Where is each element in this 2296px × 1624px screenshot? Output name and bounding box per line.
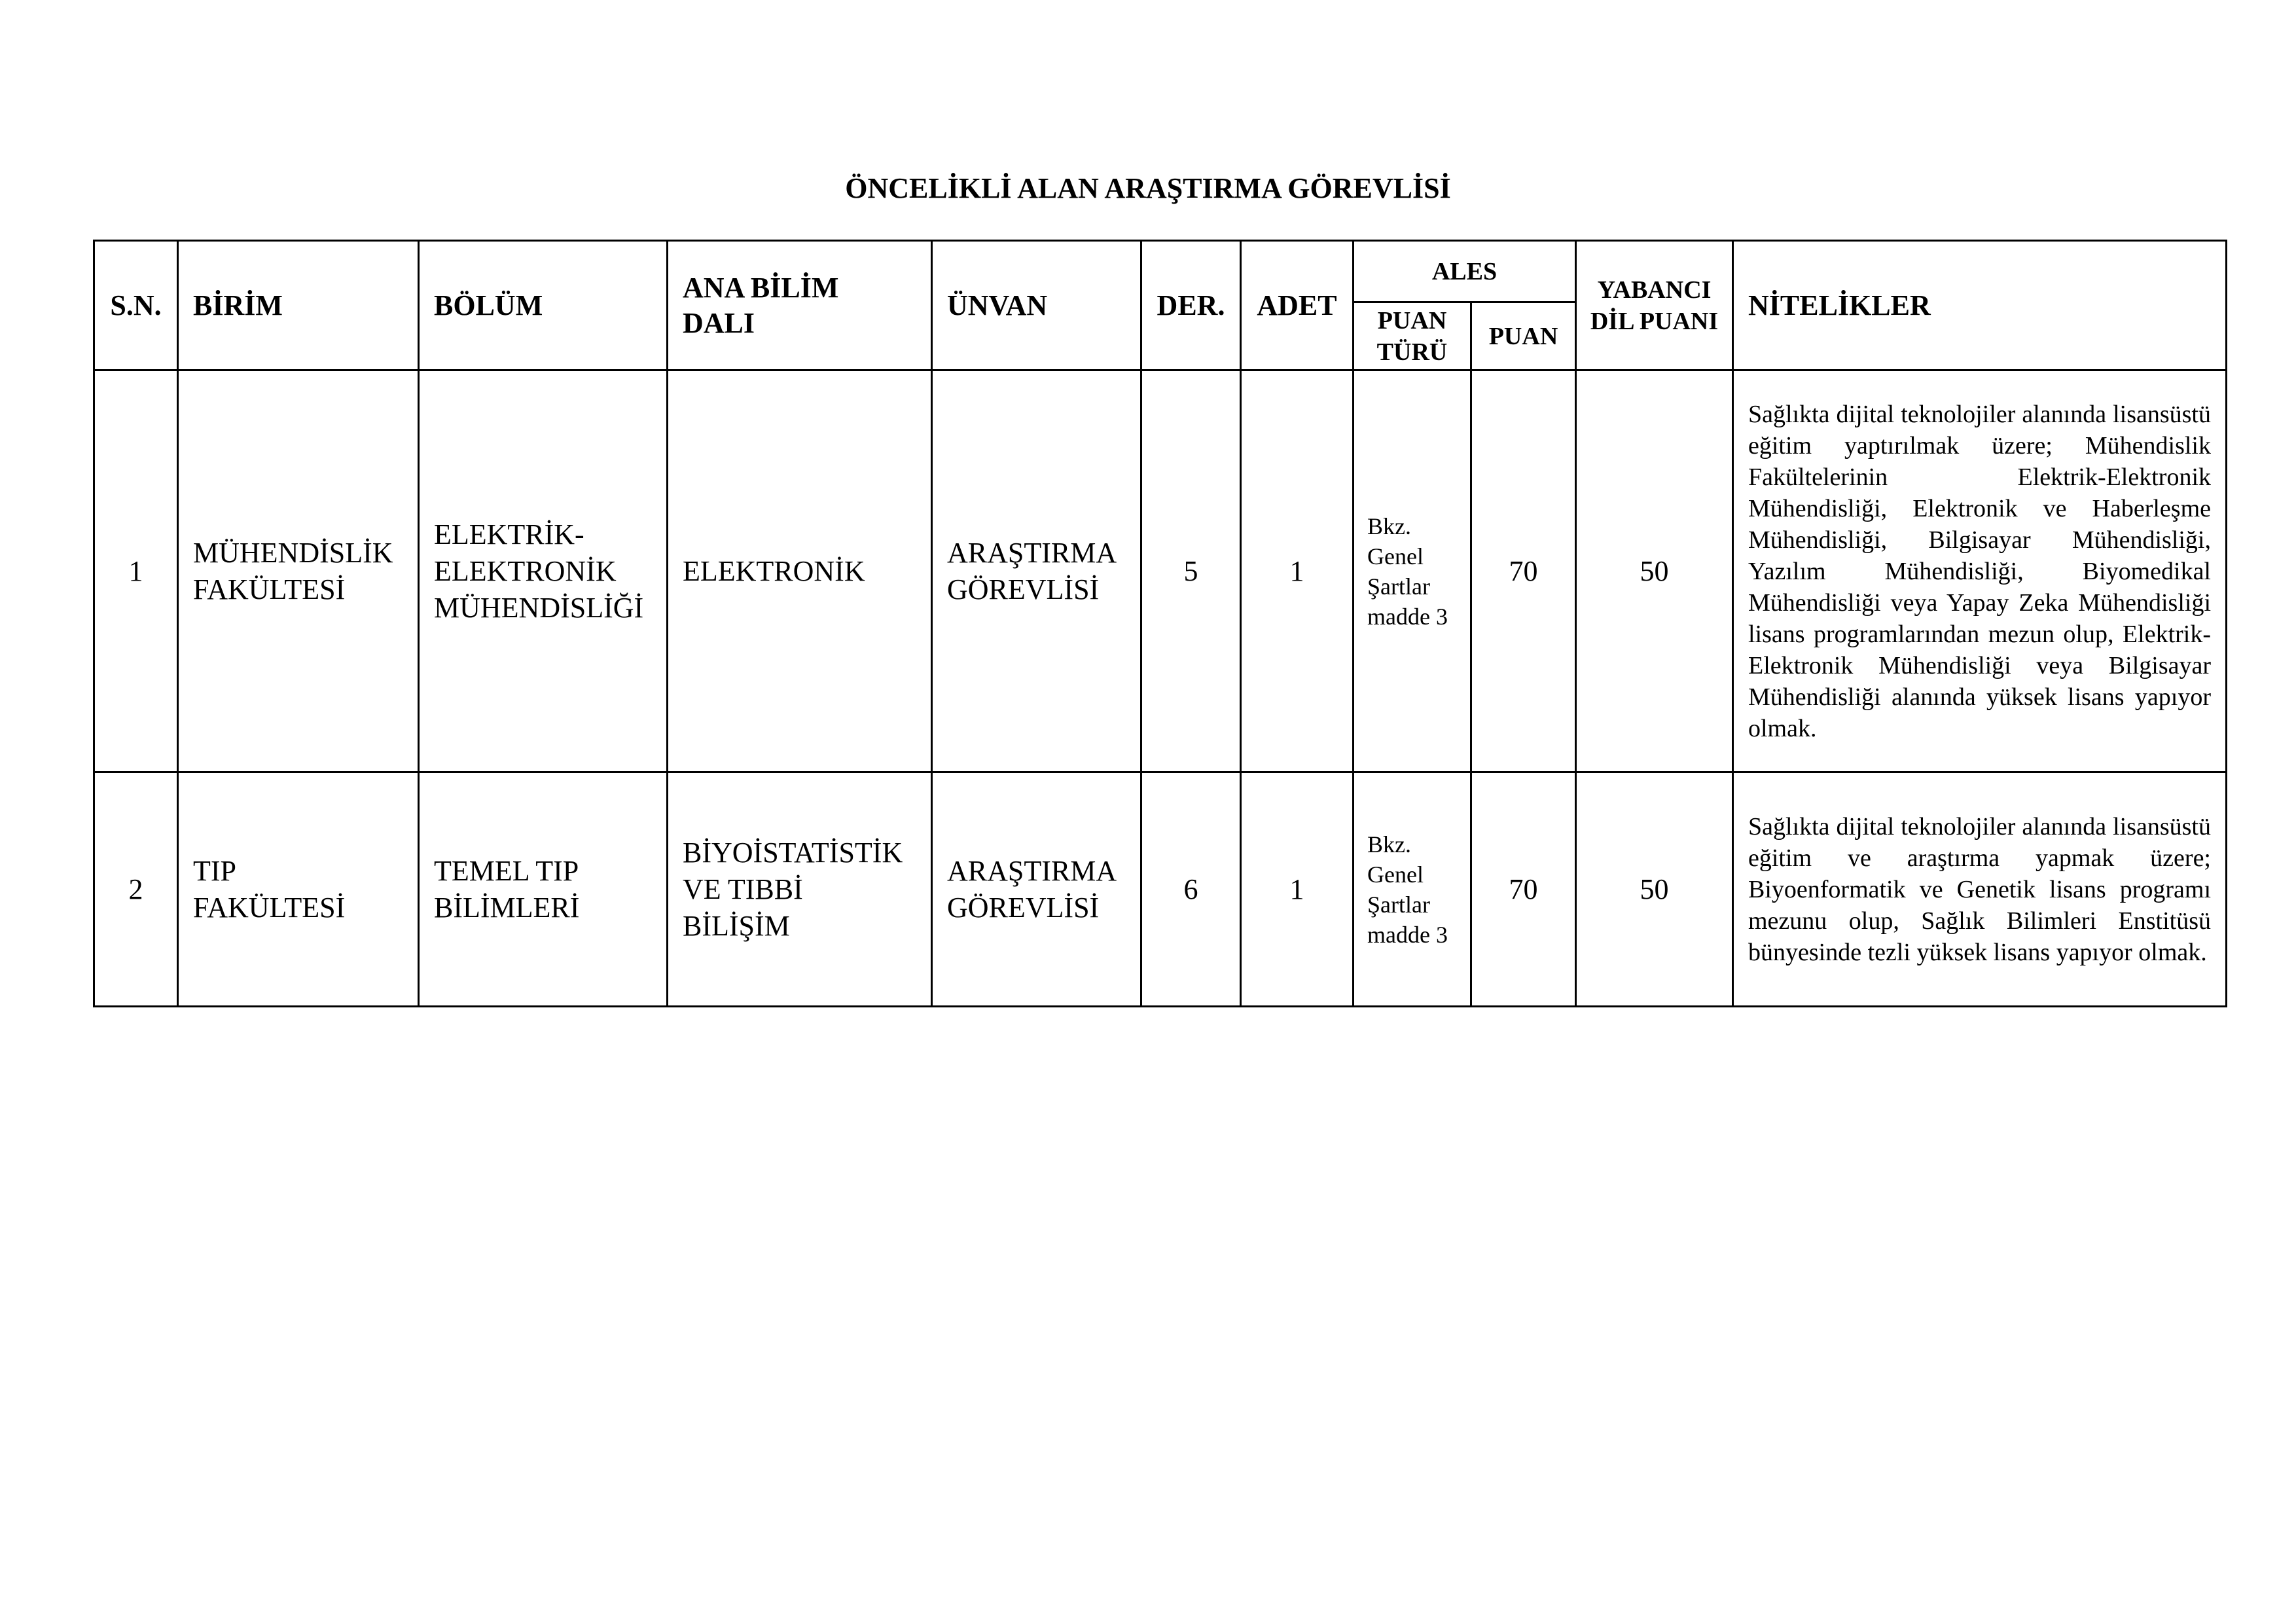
header-puan-turu: PUAN TÜRÜ <box>1354 302 1471 370</box>
cell-line: FAKÜLTESİ <box>193 573 346 605</box>
header-ana-bilim-dali: ANA BİLİM DALI <box>668 241 932 370</box>
cell-puan-turu <box>1354 370 1471 772</box>
cell-line: BİLİŞİM <box>683 909 790 942</box>
cell-line: ELEKTRONİK <box>434 554 617 587</box>
cell-line: BİLİMLERİ <box>434 891 580 924</box>
cell-line: ARAŞTIRMA <box>947 854 1117 887</box>
cell-nitelikler: Sağlıkta dijital teknolojiler alanında lisansüstü eğitim ve araştırma yapmak üzere; Biyoenformatik ve Genetik lisans programı mezunu olup, Sağlık Bilimleri Enstitüsü bünyesinde tezli yüksek lisans yapıyor olmak. <box>1733 772 2227 1007</box>
cell-line: TIP <box>193 854 236 887</box>
table-header <box>94 241 2227 370</box>
table-row <box>94 772 2227 1007</box>
cell-line: VE TIBBİ <box>683 873 803 905</box>
cell-line: ARAŞTIRMA <box>947 536 1117 569</box>
cell-line: madde 3 <box>1367 921 1448 948</box>
cell-line: GÖREVLİSİ <box>947 891 1100 924</box>
header-birim: BİRİM <box>178 241 419 370</box>
cell-adet: 1 <box>1241 370 1354 772</box>
positions-table <box>93 240 2227 1007</box>
header-puan: PUAN <box>1471 302 1576 370</box>
cell-sn: 1 <box>94 370 178 772</box>
cell-line: Şartlar <box>1367 573 1430 600</box>
cell-line: Genel <box>1367 543 1424 569</box>
cell-der: 6 <box>1141 772 1241 1007</box>
cell-yabanci-dil-puani: 50 <box>1576 370 1733 772</box>
table-body <box>94 370 2227 1007</box>
cell-ana-bilim-dali <box>668 370 932 772</box>
page-title: ÖNCELİKLİ ALAN ARAŞTIRMA GÖREVLİSİ <box>845 172 1451 204</box>
cell-puan: 70 <box>1471 772 1576 1007</box>
cell-line: MÜHENDİSLİK <box>193 536 393 569</box>
cell-der: 5 <box>1141 370 1241 772</box>
cell-line: Bkz. <box>1367 513 1411 539</box>
cell-line: Genel <box>1367 861 1424 888</box>
cell-line: FAKÜLTESİ <box>193 891 346 924</box>
cell-line: GÖREVLİSİ <box>947 573 1100 605</box>
cell-unvan <box>932 370 1141 772</box>
cell-line: Bkz. <box>1367 831 1411 857</box>
header-unvan: ÜNVAN <box>932 241 1141 370</box>
cell-bolum <box>419 370 668 772</box>
header-yabanci-dil-puani: YABANCI DİL PUANI <box>1576 241 1733 370</box>
header-bolum: BÖLÜM <box>419 241 668 370</box>
cell-line: Şartlar <box>1367 891 1430 918</box>
header-adet: ADET <box>1241 241 1354 370</box>
header-sn: S.N. <box>94 241 178 370</box>
header-nitelikler: NİTELİKLER <box>1733 241 2227 370</box>
cell-bolum <box>419 772 668 1007</box>
cell-line: TEMEL TIP <box>434 854 579 887</box>
cell-adet: 1 <box>1241 772 1354 1007</box>
cell-sn: 2 <box>94 772 178 1007</box>
cell-line: madde 3 <box>1367 603 1448 630</box>
cell-nitelikler: Sağlıkta dijital teknolojiler alanında lisansüstü eğitim yaptırılmak üzere; Mühendislik Fakültelerinin Elektrik-Elektronik Mühendisliği, Elektronik ve Haberleşme Mühendisliği, Bilgisayar Mühendisliği, Yazılım Mühendisliği, Biyomedikal Mühendisliği veya Yapay Zeka Mühendisliği lisans programlarından mezun olup, Elektrik-Elektronik Mühendisliği veya Bilgisayar Mühendisliği alanında yüksek lisans yapıyor olmak. <box>1733 370 2227 772</box>
cell-line: ELEKTRİK- <box>434 518 584 550</box>
cell-puan: 70 <box>1471 370 1576 772</box>
cell-ana-bilim-dali <box>668 772 932 1007</box>
cell-birim <box>178 370 419 772</box>
cell-line: BİYOİSTATİSTİK <box>683 836 903 869</box>
cell-puan-turu <box>1354 772 1471 1007</box>
table-row <box>94 370 2227 772</box>
header-ales: ALES <box>1354 241 1576 302</box>
header-der: DER. <box>1141 241 1241 370</box>
cell-birim <box>178 772 419 1007</box>
cell-yabanci-dil-puani: 50 <box>1576 772 1733 1007</box>
cell-line: ELEKTRONİK <box>683 554 865 587</box>
cell-line: MÜHENDİSLİĞİ <box>434 591 644 624</box>
cell-unvan <box>932 772 1141 1007</box>
